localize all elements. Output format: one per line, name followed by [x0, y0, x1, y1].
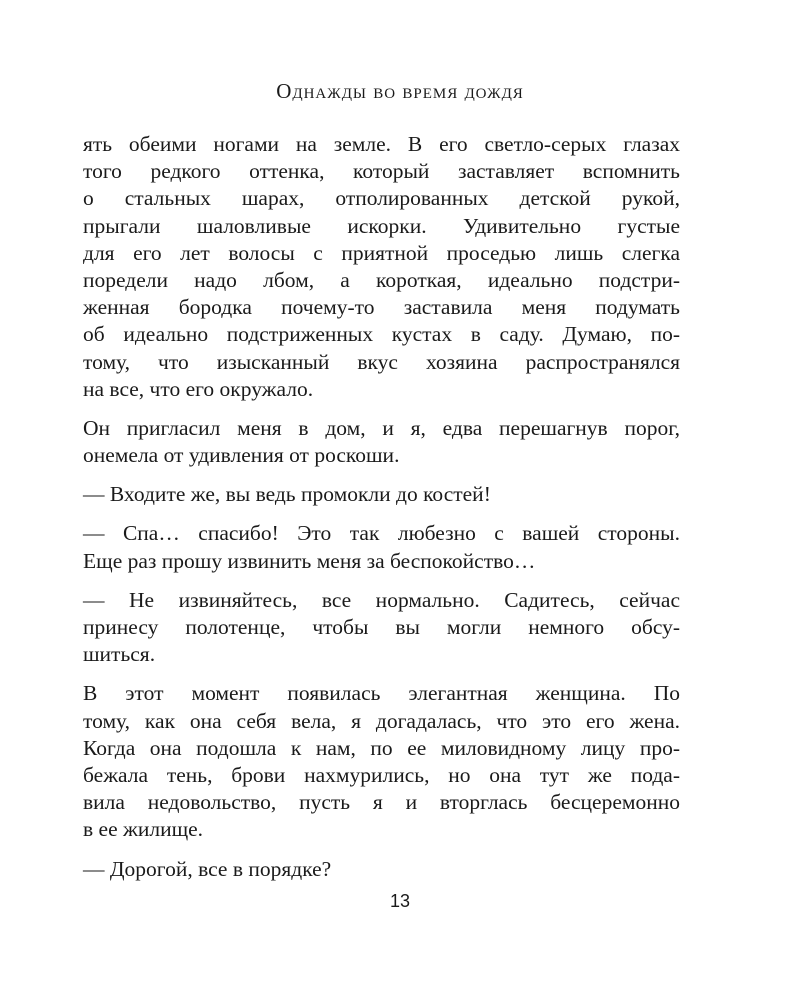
text-line: женная бородка почему-то заставила меня подумать: [83, 295, 680, 320]
paragraph: [83, 415, 680, 469]
paragraph: [83, 680, 680, 843]
page-number: 13: [389, 891, 411, 911]
paragraph: [83, 131, 680, 403]
text-line: для его лет волосы с приятной проседью лишь слегка: [83, 240, 680, 265]
dialogue-paragraph: [83, 481, 680, 508]
text-line: онемела от удивления от роскоши.: [83, 443, 400, 468]
text-line: вила недовольство, пусть я и вторглась бесцеремонно: [83, 790, 680, 815]
body-text: [83, 131, 680, 895]
text-line: Еще раз прошу извинить меня за беспокойство…: [83, 548, 536, 573]
text-line: — Не извиняйтесь, все нормально. Садитесь, сейчас: [83, 587, 680, 612]
text-line: шиться.: [83, 642, 156, 667]
text-line: Он пригласил меня в дом, и я, едва перешагнув порог,: [83, 415, 680, 440]
text-line: Когда она подошла к нам, по ее миловидному лицу про-: [83, 735, 680, 760]
text-line: поредели надо лбом, а короткая, идеально подстри-: [83, 267, 680, 292]
running-header: Однажды во время дождя: [276, 79, 524, 103]
text-line: — Дорогой, все в порядке?: [83, 856, 332, 881]
dialogue-paragraph: [83, 856, 680, 883]
text-line: того редкого оттенка, который заставляет вспомнить: [83, 159, 680, 184]
text-line: тому, что изысканный вкус хозяина распространялся: [83, 349, 680, 374]
text-line: об идеально подстриженных кустах в саду. Думаю, по-: [83, 322, 680, 347]
text-line: — Спа… спасибо! Это так любезно с вашей стороны.: [83, 521, 680, 546]
text-line: ять обеими ногами на земле. В его светло-серых глазах: [83, 132, 680, 156]
text-line: бежала тень, брови нахмурились, но она тут же пода-: [83, 762, 680, 787]
dialogue-paragraph: [83, 520, 680, 574]
text-line: прыгали шаловливые искорки. Удивительно густые: [83, 213, 680, 238]
text-line: в ее жилище.: [83, 817, 204, 842]
text-line: принесу полотенце, чтобы вы могли немного обсу-: [83, 615, 680, 639]
text-line: о стальных шарах, отполированных детской рукой,: [83, 186, 680, 211]
text-line: тому, как она себя вела, я догадалась, что это его жена.: [83, 708, 680, 733]
text-line: В этот момент появилась элегантная женщина. По: [83, 681, 680, 706]
dialogue-paragraph: [83, 587, 680, 669]
text-line: на все, что его окружало.: [83, 376, 314, 401]
text-line: — Входите же, вы ведь промокли до костей!: [83, 482, 491, 507]
